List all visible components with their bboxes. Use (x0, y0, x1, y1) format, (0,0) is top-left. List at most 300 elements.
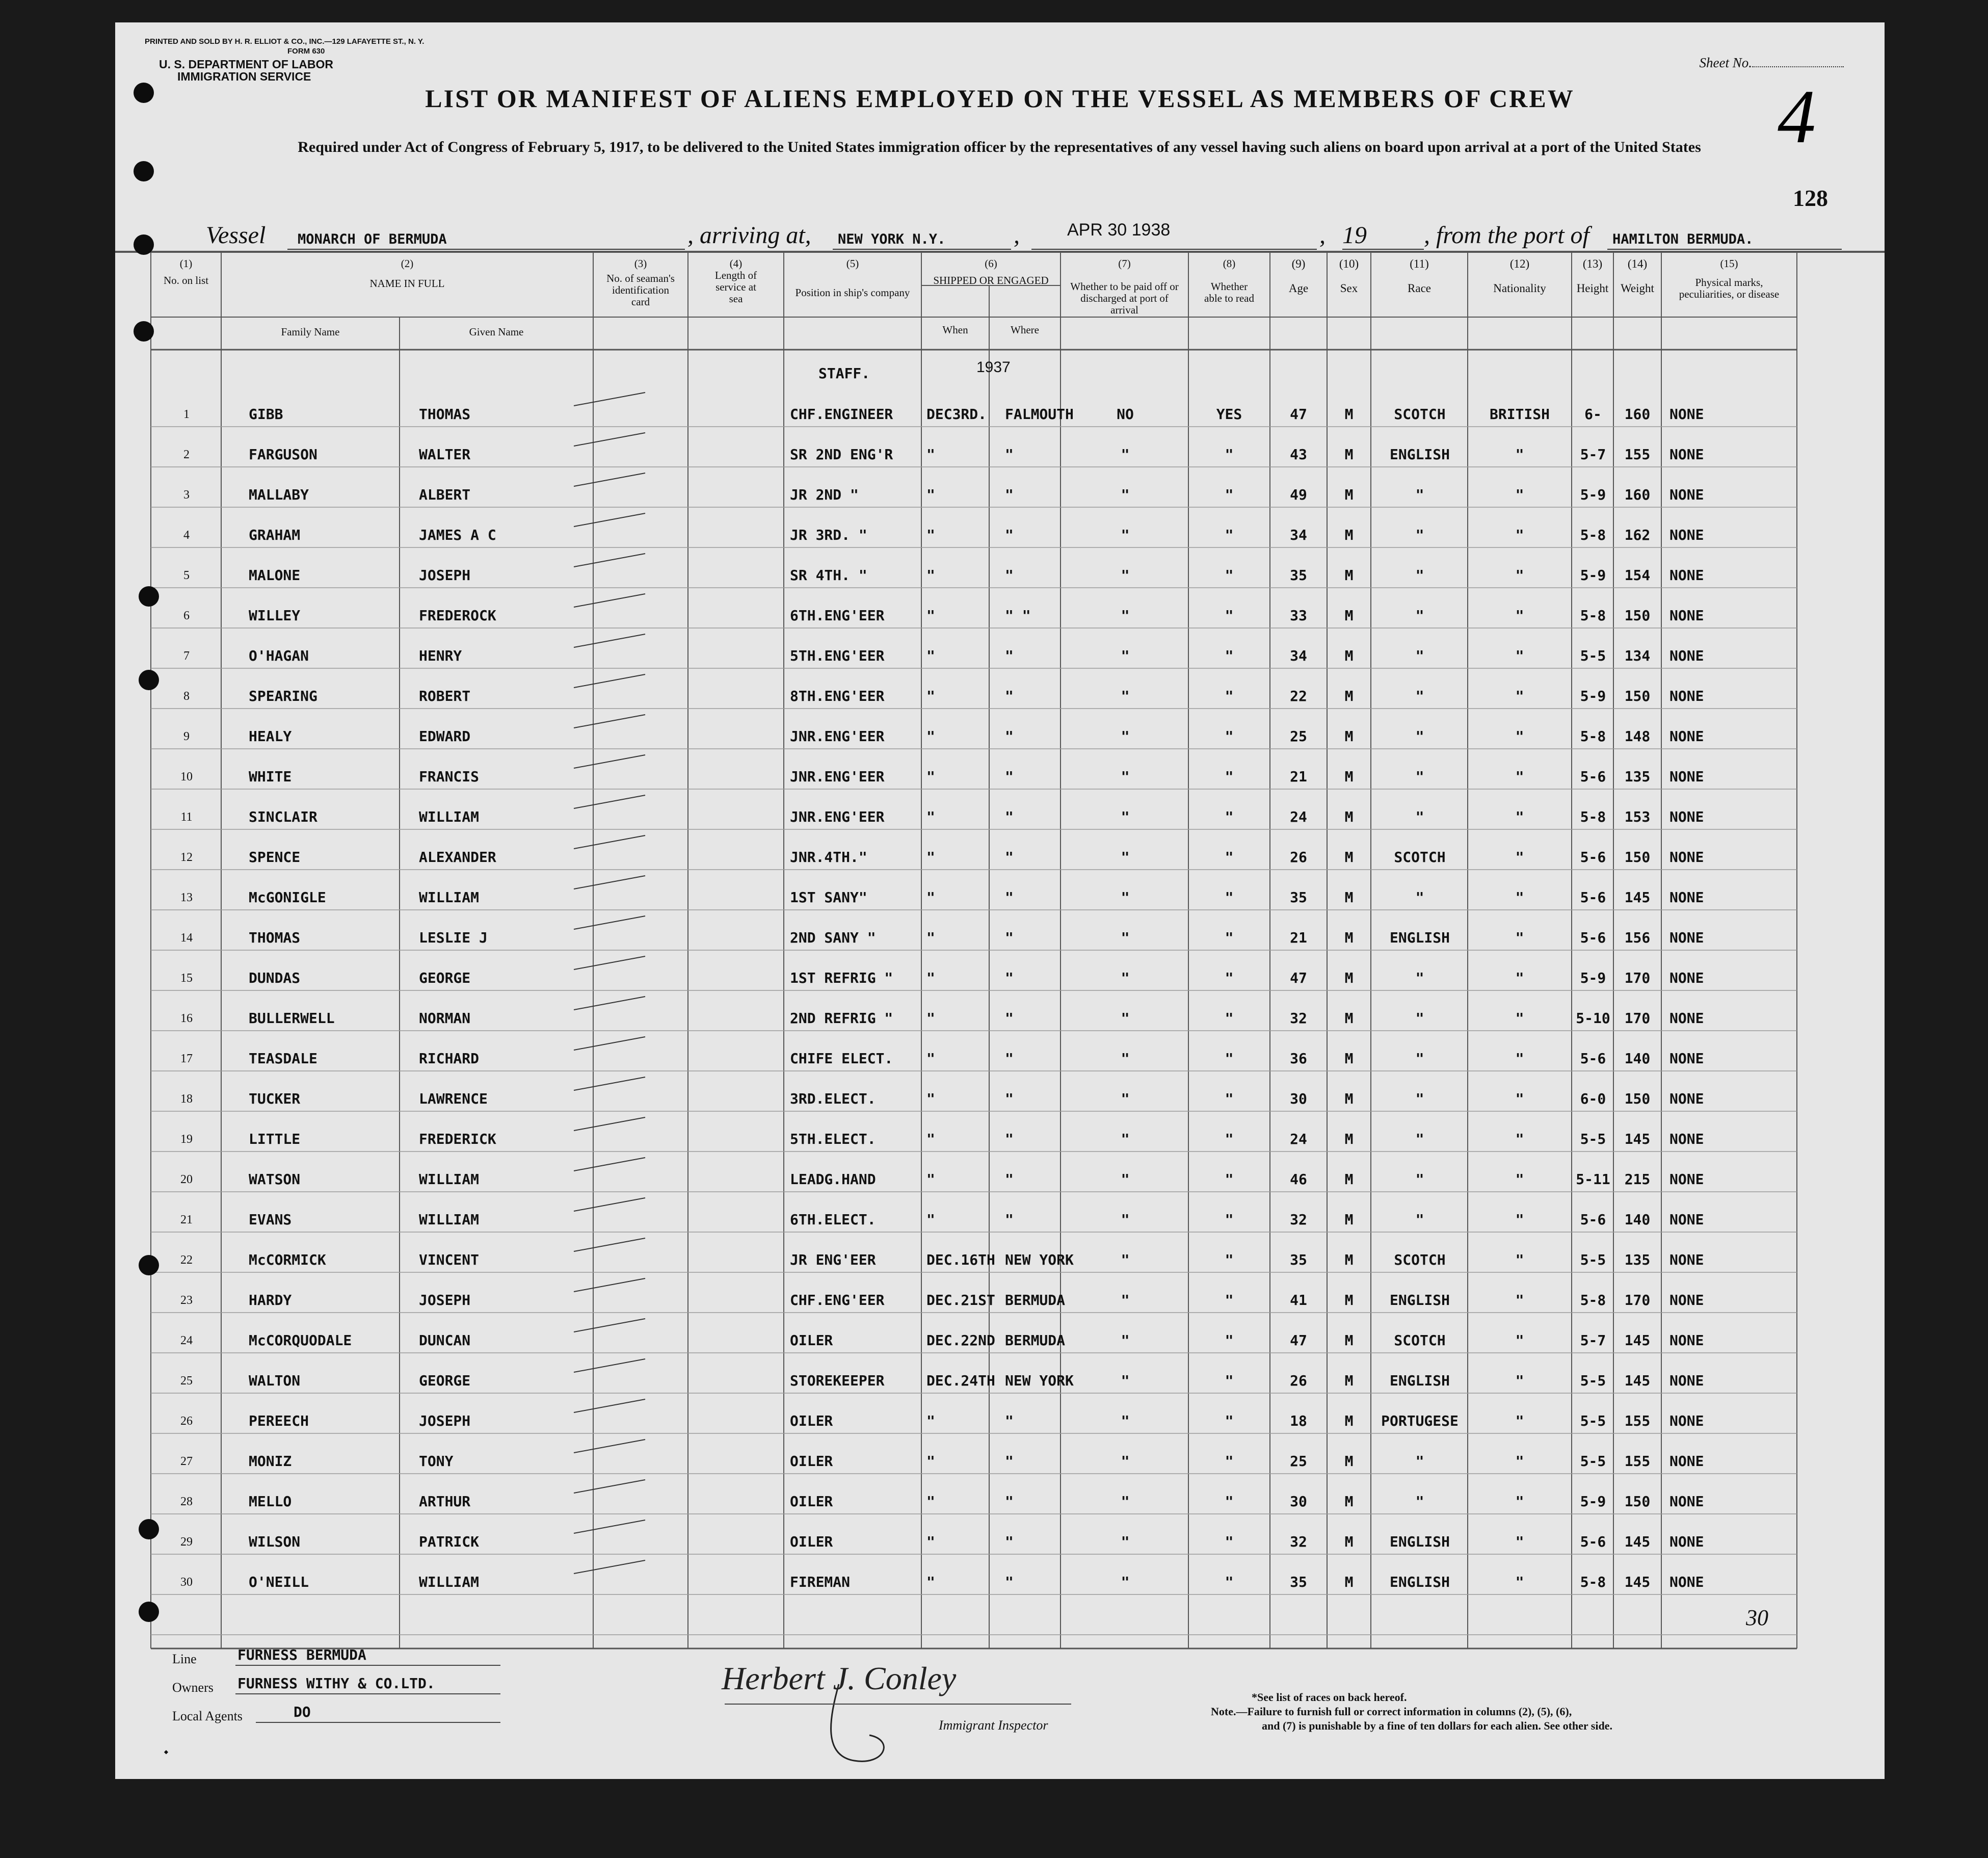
cell-given: JOSEPH (419, 1412, 471, 1429)
cell-age: 32 (1290, 1533, 1307, 1550)
cell-family: MELLO (249, 1493, 292, 1510)
year-1937: 1937 (976, 359, 1011, 376)
row-number: 10 (180, 770, 193, 783)
binder-hole-icon (134, 321, 154, 342)
row-number: 3 (183, 488, 190, 502)
cell-when: " (926, 607, 935, 624)
cell-given: EDWARD (419, 728, 471, 745)
cell-marks: NONE (1669, 1171, 1704, 1188)
cell-height: 5-5 (1580, 1412, 1606, 1429)
col13-header: (13) Height (1576, 257, 1609, 295)
cell-height: 6- (1584, 406, 1602, 423)
cell-marks: NONE (1669, 607, 1704, 624)
binder-hole-icon (139, 586, 159, 607)
cell-when: " (926, 527, 935, 543)
cell-marks: NONE (1669, 849, 1704, 866)
cell-marks: NONE (1669, 1251, 1704, 1268)
cell-where: " (1005, 688, 1014, 704)
cell-nat: " (1515, 728, 1524, 745)
cell-family: McGONIGLE (249, 889, 326, 906)
id-card-slash-mark (574, 674, 645, 688)
cell-where: " (1005, 647, 1014, 664)
race-note: *See list of races on back hereof. (1252, 1691, 1407, 1704)
cell-position: 1ST REFRIG " (790, 970, 893, 986)
cell-paid: " (1121, 1131, 1130, 1147)
cell-height: 5-8 (1580, 728, 1606, 745)
cell-sex: M (1344, 607, 1354, 624)
cell-paid: " (1121, 527, 1130, 543)
cell-when: " (926, 1010, 935, 1027)
cell-given: ROBERT (419, 688, 471, 704)
id-card-slash-mark (574, 1117, 645, 1131)
cell-paid: " (1121, 1574, 1130, 1590)
arrival-date-stamp: APR 30 1938 (1067, 220, 1171, 240)
cell-family: McCORQUODALE (249, 1332, 352, 1349)
cell-read: " (1225, 1574, 1234, 1590)
cell-position: SR 2ND ENG'R (790, 446, 893, 463)
cell-when: " (926, 1574, 935, 1590)
cell-race: SCOTCH (1394, 1332, 1446, 1349)
cell-where: " (1005, 889, 1014, 906)
cell-height: 5-6 (1580, 1211, 1606, 1228)
cell-given: WILLIAM (419, 1211, 480, 1228)
cell-sex: M (1344, 486, 1354, 503)
cell-race: " (1415, 889, 1424, 906)
cell-age: 30 (1290, 1090, 1307, 1107)
cell-paid: NO (1117, 406, 1134, 423)
cell-age: 35 (1290, 1574, 1307, 1590)
cell-age: 26 (1290, 849, 1307, 866)
row-number: 18 (180, 1092, 193, 1106)
cell-read: " (1225, 1533, 1234, 1550)
cell-read: " (1225, 527, 1234, 543)
cell-height: 5-8 (1580, 1292, 1606, 1309)
cell-where: " (1005, 1050, 1014, 1067)
cell-height: 5-5 (1580, 1453, 1606, 1470)
row-number: 8 (183, 690, 190, 703)
cell-family: WILLEY (249, 607, 301, 624)
id-card-slash-mark (574, 956, 645, 970)
cell-where: " (1005, 929, 1014, 946)
line-value: FURNESS BERMUDA (237, 1646, 366, 1663)
owners-label: Owners (172, 1680, 214, 1695)
cell-when: " (926, 808, 935, 825)
cell-race: " (1415, 1453, 1424, 1470)
arriving-port: NEW YORK N.Y. (838, 231, 946, 247)
cell-position: CHF.ENGINEER (790, 406, 893, 423)
local-agents-label: Local Agents (172, 1709, 243, 1723)
cell-sex: M (1344, 768, 1354, 785)
cell-where: " (1005, 1010, 1014, 1027)
cell-nat: " (1515, 1211, 1524, 1228)
cell-family: WALTON (249, 1372, 301, 1389)
cell-read: " (1225, 970, 1234, 986)
vessel-line: Vessel MONARCH OF BERMUDA , arriving at, NEW YORK N.Y. , APR 30 1938 , 19 , from the port of HAMILTON BERMUDA. (206, 210, 1842, 251)
cell-family: THOMAS (249, 929, 301, 946)
cell-weight: 145 (1624, 1574, 1651, 1590)
cell-where: " (1005, 446, 1014, 463)
cell-given: GEORGE (419, 970, 471, 986)
cell-marks: NONE (1669, 889, 1704, 906)
col15-header: (15) Physical marks, peculiarities, or disease (1679, 257, 1780, 300)
id-card-slash-mark (574, 1158, 645, 1171)
cell-position: 2ND REFRIG " (790, 1010, 893, 1027)
cell-position: JNR.ENG'EER (790, 808, 885, 825)
cell-marks: NONE (1669, 929, 1704, 946)
row-number: 13 (180, 891, 193, 904)
cell-read: " (1225, 1090, 1234, 1107)
col12-header: (12) Nationality (1493, 257, 1546, 295)
cell-family: O'NEILL (249, 1574, 309, 1590)
cell-sex: M (1344, 1574, 1354, 1590)
cell-read: " (1225, 446, 1234, 463)
cell-when: " (926, 849, 935, 866)
cell-sex: M (1344, 647, 1354, 664)
cell-nat: " (1515, 808, 1524, 825)
cell-marks: NONE (1669, 1050, 1704, 1067)
cell-when: " (926, 929, 935, 946)
row-number: 14 (180, 931, 193, 945)
cell-race: SCOTCH (1394, 406, 1446, 423)
row-number: 24 (180, 1334, 193, 1347)
binder-hole-icon (139, 1602, 159, 1622)
cell-race: ENGLISH (1389, 1372, 1450, 1389)
row-number: 2 (183, 448, 190, 461)
cell-race: " (1415, 970, 1424, 986)
cell-read: " (1225, 808, 1234, 825)
cell-age: 30 (1290, 1493, 1307, 1510)
id-card-slash-mark (574, 715, 645, 728)
cell-marks: NONE (1669, 1372, 1704, 1389)
cell-weight: 150 (1624, 607, 1651, 624)
cell-nat: " (1515, 647, 1524, 664)
cell-height: 5-6 (1580, 1050, 1606, 1067)
cell-nat: " (1515, 1131, 1524, 1147)
cell-race: " (1415, 808, 1424, 825)
cell-height: 5-6 (1580, 929, 1606, 946)
row-number: 5 (183, 569, 190, 582)
cell-where: " (1005, 1412, 1014, 1429)
cell-where: " (1005, 1211, 1014, 1228)
cell-read: " (1225, 728, 1234, 745)
handwritten-sheet-number: 4 (1778, 74, 1816, 159)
cell-family: GRAHAM (249, 527, 301, 543)
owners-value: FURNESS WITHY & CO.LTD. (237, 1675, 435, 1692)
cell-race: " (1415, 728, 1424, 745)
col7-header: (7) Whether to be paid off or discharged at port of arrival (1070, 257, 1179, 316)
cell-race: " (1415, 527, 1424, 543)
cell-paid: " (1121, 1050, 1130, 1067)
cell-marks: NONE (1669, 1292, 1704, 1309)
cell-weight: 162 (1624, 527, 1651, 543)
col6b-header: Where (1011, 324, 1039, 336)
cell-age: 49 (1290, 486, 1307, 503)
cell-paid: " (1121, 1453, 1130, 1470)
cell-nat: " (1515, 889, 1524, 906)
cell-sex: M (1344, 929, 1354, 946)
cell-given: ALEXANDER (419, 849, 496, 866)
cell-read: " (1225, 1332, 1234, 1349)
cell-marks: NONE (1669, 1574, 1704, 1590)
row-number: 17 (180, 1052, 193, 1065)
cell-position: OILER (790, 1533, 833, 1550)
cell-position: OILER (790, 1453, 833, 1470)
id-card-slash-mark (574, 916, 645, 929)
cell-when: " (926, 446, 935, 463)
cell-position: 5TH.ENG'EER (790, 647, 885, 664)
cell-marks: NONE (1669, 1493, 1704, 1510)
cell-nat: " (1515, 1493, 1524, 1510)
signature-flourish (818, 1679, 920, 1771)
col2-header: (2) NAME IN FULL (369, 257, 445, 290)
cell-height: 5-8 (1580, 1574, 1606, 1590)
cell-height: 5-5 (1580, 1131, 1606, 1147)
cell-race: ENGLISH (1389, 1292, 1450, 1309)
cell-given: FREDERICK (419, 1131, 496, 1147)
cell-family: LITTLE (249, 1131, 301, 1147)
cell-position: SR 4TH. " (790, 567, 867, 584)
cell-marks: NONE (1669, 1211, 1704, 1228)
id-card-slash-mark (574, 513, 645, 527)
cell-sex: M (1344, 849, 1354, 866)
cell-given: WILLIAM (419, 1574, 480, 1590)
cell-nat: " (1515, 607, 1524, 624)
page-subtitle: Required under Act of Congress of February 5, 1917, to be delivered to the United States immigration officer by the representatives of any vessel having such aliens on board upon arrival at a port of the United States (298, 139, 1701, 155)
row-number: 7 (183, 649, 190, 663)
row-number: 30 (180, 1576, 193, 1589)
inspector-label: Immigrant Inspector (939, 1718, 1048, 1733)
cell-nat: " (1515, 849, 1524, 866)
cell-family: WHITE (249, 768, 292, 785)
cell-paid: " (1121, 1251, 1130, 1268)
id-card-slash-mark (574, 1319, 645, 1332)
cell-age: 24 (1290, 1131, 1307, 1147)
cell-read: " (1225, 849, 1234, 866)
cell-height: 5-9 (1580, 970, 1606, 986)
cell-sex: M (1344, 1211, 1354, 1228)
id-card-slash-mark (574, 795, 645, 808)
id-card-slash-mark (574, 997, 645, 1010)
id-card-slash-mark (574, 1560, 645, 1574)
cell-sex: M (1344, 1533, 1354, 1550)
id-card-slash-mark (574, 1278, 645, 1292)
cell-marks: NONE (1669, 406, 1704, 423)
cell-height: 5-6 (1580, 849, 1606, 866)
cell-marks: NONE (1669, 527, 1704, 543)
cell-marks: NONE (1669, 1533, 1704, 1550)
binder-hole-icon (139, 1519, 159, 1539)
id-card-slash-mark (574, 876, 645, 889)
cell-marks: NONE (1669, 647, 1704, 664)
cell-when: " (926, 970, 935, 986)
cell-nat: " (1515, 446, 1524, 463)
cell-age: 43 (1290, 446, 1307, 463)
cell-paid: " (1121, 970, 1130, 986)
cell-weight: 134 (1624, 647, 1651, 664)
manifest-sheet (115, 22, 1885, 1779)
cell-given: WILLIAM (419, 808, 480, 825)
cell-race: " (1415, 567, 1424, 584)
cell-sex: M (1344, 1453, 1354, 1470)
penalty-note-2: and (7) is punishable by a fine of ten dollars for each alien. See other side. (1262, 1719, 1612, 1732)
cell-marks: NONE (1669, 688, 1704, 704)
cell-given: DUNCAN (419, 1332, 471, 1349)
cell-position: JNR.4TH." (790, 849, 867, 866)
id-card-slash-mark (574, 835, 645, 849)
cell-given: TONY (419, 1453, 454, 1470)
cell-sex: M (1344, 1493, 1354, 1510)
cell-weight: 160 (1624, 486, 1651, 503)
cell-given: FRANCIS (419, 768, 480, 785)
cell-weight: 170 (1624, 1292, 1651, 1309)
cell-when: DEC.24TH (926, 1372, 995, 1389)
cell-position: OILER (790, 1412, 833, 1429)
cell-family: TEASDALE (249, 1050, 317, 1067)
cell-given: PATRICK (419, 1533, 480, 1550)
cell-paid: " (1121, 808, 1130, 825)
printer-imprint: PRINTED AND SOLD BY H. R. ELLIOT & CO., INC.—129 LAFAYETTE ST., N. Y. FORM 630 (145, 37, 425, 56)
cell-sex: M (1344, 1050, 1354, 1067)
cell-family: HEALY (249, 728, 292, 745)
cell-weight: 150 (1624, 849, 1651, 866)
cell-age: 24 (1290, 808, 1307, 825)
cell-when: DEC3RD. (926, 406, 987, 423)
cell-sex: M (1344, 1131, 1354, 1147)
cell-race: PORTUGESE (1381, 1412, 1459, 1429)
cell-weight: 215 (1624, 1171, 1651, 1188)
cell-when: DEC.16TH (926, 1251, 995, 1268)
cell-age: 35 (1290, 1251, 1307, 1268)
id-card-slash-mark (574, 392, 645, 406)
cell-age: 35 (1290, 567, 1307, 584)
cell-where: FALMOUTH (1005, 406, 1074, 423)
cell-paid: " (1121, 1493, 1130, 1510)
cell-age: 47 (1290, 970, 1307, 986)
cell-race: " (1415, 768, 1424, 785)
cell-position: 6TH.ELECT. (790, 1211, 876, 1228)
cell-given: FREDEROCK (419, 607, 496, 624)
cell-paid: " (1121, 647, 1130, 664)
cell-family: TUCKER (249, 1090, 301, 1107)
cell-sex: M (1344, 1010, 1354, 1027)
cell-family: MALONE (249, 567, 301, 584)
cell-sex: M (1344, 1171, 1354, 1188)
cell-read: " (1225, 647, 1234, 664)
cell-marks: NONE (1669, 567, 1704, 584)
cell-position: FIREMAN (790, 1574, 851, 1590)
binder-hole-icon (134, 234, 154, 255)
cell-read: " (1225, 889, 1234, 906)
cell-read: " (1225, 768, 1234, 785)
id-card-slash-mark (574, 1399, 645, 1412)
cell-read: " (1225, 1050, 1234, 1067)
binder-hole-icon (134, 83, 154, 103)
cell-age: 33 (1290, 607, 1307, 624)
cell-weight: 150 (1624, 688, 1651, 704)
cell-read: " (1225, 1010, 1234, 1027)
cell-family: McCORMICK (249, 1251, 326, 1268)
cell-height: 5-8 (1580, 808, 1606, 825)
from-label: , from the port of (1424, 222, 1589, 249)
cell-position: JR 3RD. " (790, 527, 867, 543)
cell-family: SINCLAIR (249, 808, 317, 825)
cell-weight: 170 (1624, 1010, 1651, 1027)
cell-race: " (1415, 1211, 1424, 1228)
cell-paid: " (1121, 688, 1130, 704)
cell-position: JR ENG'EER (790, 1251, 876, 1268)
cell-position: JNR.ENG'EER (790, 728, 885, 745)
cell-when: " (926, 1090, 935, 1107)
cell-position: 1ST SANY" (790, 889, 867, 906)
row-number: 26 (180, 1415, 193, 1428)
cell-nat: " (1515, 1332, 1524, 1349)
cell-family: O'HAGAN (249, 647, 309, 664)
cell-marks: NONE (1669, 970, 1704, 986)
cell-weight: 155 (1624, 1412, 1651, 1429)
cell-given: LAWRENCE (419, 1090, 488, 1107)
cell-position: LEADG.HAND (790, 1171, 876, 1188)
col5-header: (5) Position in ship's company (795, 257, 910, 299)
cell-family: EVANS (249, 1211, 292, 1228)
binder-hole-icon (139, 670, 159, 690)
cell-read: YES (1216, 406, 1242, 423)
cell-given: JAMES A C (419, 527, 496, 543)
id-card-slash-mark (574, 1037, 645, 1050)
cell-sex: M (1344, 406, 1354, 423)
cell-position: 8TH.ENG'EER (790, 688, 885, 704)
cell-read: " (1225, 1131, 1234, 1147)
row-number: 9 (183, 730, 190, 743)
cell-when: " (926, 567, 935, 584)
cell-paid: " (1121, 1292, 1130, 1309)
cell-sex: M (1344, 567, 1354, 584)
cell-where: NEW YORK (1005, 1372, 1074, 1389)
cell-height: 5-10 (1576, 1010, 1610, 1027)
cell-weight: 155 (1624, 1453, 1651, 1470)
row-number: 4 (183, 529, 190, 542)
cell-given: GEORGE (419, 1372, 471, 1389)
row-number: 11 (180, 810, 193, 824)
cell-marks: NONE (1669, 486, 1704, 503)
cell-marks: NONE (1669, 1131, 1704, 1147)
cell-family: MALLABY (249, 486, 309, 503)
row-number: 22 (180, 1253, 193, 1267)
cell-nat: " (1515, 768, 1524, 785)
cell-paid: " (1121, 1332, 1130, 1349)
id-card-slash-mark (574, 433, 645, 446)
cell-nat: " (1515, 1412, 1524, 1429)
cell-height: 5-6 (1580, 768, 1606, 785)
col2a-header: Family Name (281, 326, 340, 338)
cell-position: JR 2ND " (790, 486, 859, 503)
cell-height: 5-6 (1580, 889, 1606, 906)
row-number: 23 (180, 1294, 193, 1307)
row-number: 21 (180, 1213, 193, 1226)
cell-paid: " (1121, 1090, 1130, 1107)
col11-header: (11) Race (1408, 257, 1431, 295)
cell-paid: " (1121, 446, 1130, 463)
cell-nat: " (1515, 567, 1524, 584)
cell-family: BULLERWELL (249, 1010, 335, 1027)
cell-age: 47 (1290, 406, 1307, 423)
cell-family: SPENCE (249, 849, 301, 866)
cell-sex: M (1344, 728, 1354, 745)
cell-where: " (1005, 486, 1014, 503)
cell-sex: M (1344, 889, 1354, 906)
cell-when: " (926, 1171, 935, 1188)
row-number: 6 (183, 609, 190, 622)
cell-family: HARDY (249, 1292, 292, 1309)
